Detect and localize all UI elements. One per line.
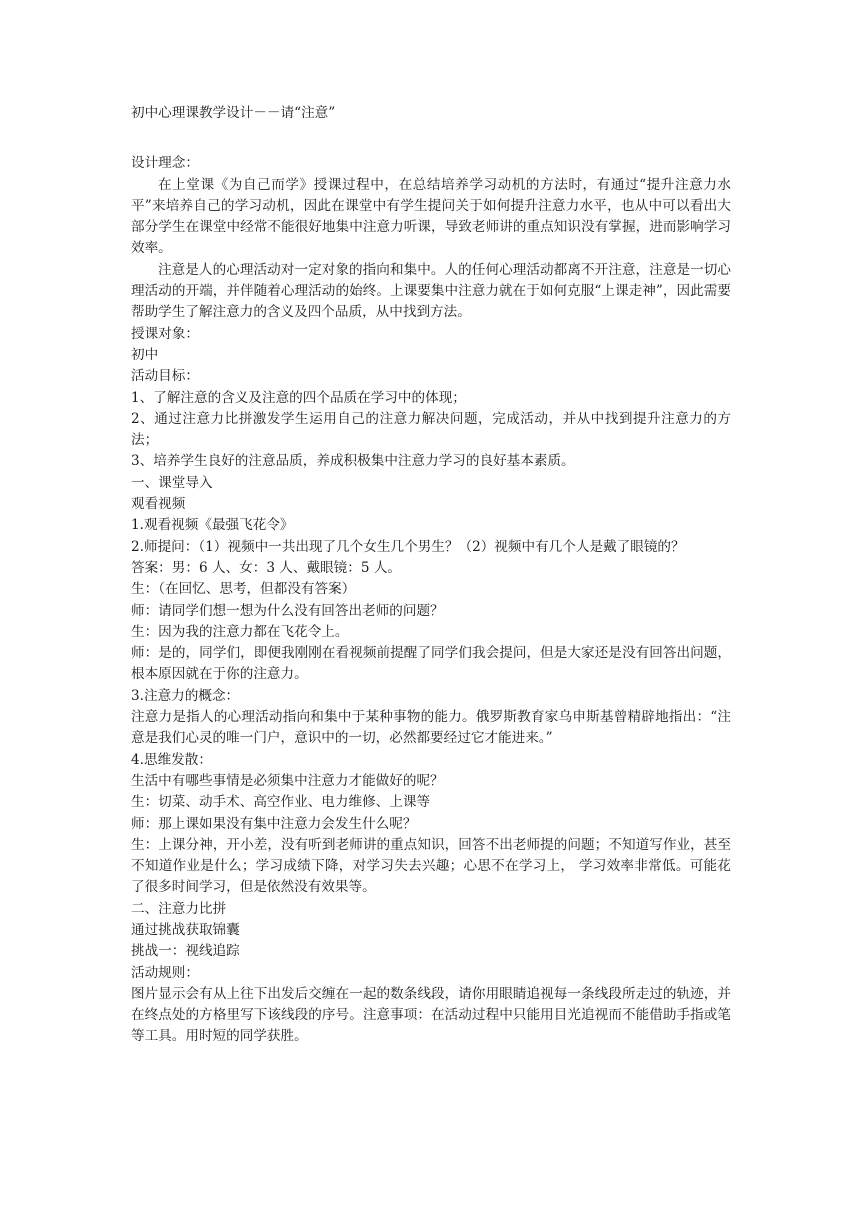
get-tips-label: 通过挑战获取锦囊	[131, 921, 240, 938]
rules-paragraph: 图片显示会有从上往下出发后交缠在一起的数条线段，请你用眼睛追视每一条线段所走过的轨迹，并在终点处的方格里写下该线段的序号。注意事项：在活动过程中只能用目光追视而不能借助手指或笔等工具。用时短的同学获胜。	[131, 985, 731, 1045]
dialogue-student: 生：上课分神，开小差，没有听到老师讲的重点知识，回答不出老师提的问题；不知道写作业，甚至不知道作业是什么；学习成绩下降，对学习失去兴趣；心思不在学习上， 学习效率非常低。可能花了很多时间学习，但是依然没有效果等。	[131, 836, 731, 896]
challenge-1-title: 挑战一：视线追踪	[131, 943, 240, 960]
section-heading-contest: 二、注意力比拼	[131, 900, 227, 917]
step-3: 3.注意力的概念：	[131, 687, 240, 704]
dialogue-teacher: 师：是的，同学们，即便我刚刚在看视频前提醒了同学们我会提问，但是大家还是没有回答出问题，根本原因就在于你的注意力。	[131, 645, 731, 683]
audience-heading: 授课对象：	[131, 325, 199, 342]
goal-item: 3、培养学生良好的注意品质，养成积极集中注意力学习的良好基本素质。	[131, 453, 575, 470]
section-heading-intro: 一、课堂导入	[131, 474, 213, 491]
dialogue-teacher: 师：那上课如果没有集中注意力会发生什么呢？	[131, 815, 417, 832]
audience-value: 初中	[131, 346, 159, 363]
rules-heading: 活动规则：	[131, 964, 199, 981]
dialogue-student: 生：切菜、动手术、高空作业、电力维修、上课等	[131, 794, 431, 811]
watch-video-label: 观看视频	[131, 496, 186, 513]
step-1: 1.观看视频《最强飞花令》	[131, 517, 294, 534]
spacer	[131, 124, 731, 153]
dialogue-student: 生：（在回忆、思考，但都没有答案）	[131, 581, 356, 598]
dialogue-student: 生：因为我的注意力都在飞花令上。	[131, 623, 349, 640]
goal-item: 2、通过注意力比拼激发学生运用自己的注意力解决问题，完成活动，并从中找到提升注意力的方法；	[131, 410, 731, 449]
answer-line: 答案：男：6 人、女：3 人、戴眼镜：5 人。	[131, 559, 402, 576]
document-body	[131, 103, 731, 1048]
goals-heading: 活动目标：	[131, 368, 199, 385]
design-concept-paragraph-1: 在上堂课《为自己而学》授课过程中，在总结培养学习动机的方法时，有通过“提升注意力水平”来培养自己的学习动机，因此在课堂中有学生提问关于如何提升注意力水平，也从中可以看出大部分学生在课堂中经常不能很好地集中注意力听课，导致老师讲的重点知识没有掌握，进而影响学习效率。	[131, 176, 731, 257]
step-2: 2.师提问：（1）视频中一共出现了几个女生几个男生？（2）视频中有几个人是戴了眼镜的？	[131, 538, 685, 555]
divergent-question: 生活中有哪些事情是必须集中注意力才能做好的呢？	[131, 772, 444, 789]
document-title: 初中心理课教学设计－－请“注意”	[131, 105, 336, 121]
step-4: 4.思维发散：	[131, 751, 212, 768]
concept-paragraph: 注意力是指人的心理活动指向和集中于某种事物的能力。俄罗斯教育家乌申斯基曾精辟地指出：“注意是我们心灵的唯一门户，意识中的一切，必然都要经过它才能进来。”	[131, 709, 731, 747]
dialogue-teacher: 师：请同学们想一想为什么没有回答出老师的问题？	[131, 602, 444, 619]
goal-item: 1、了解注意的含义及注意的四个品质在学习中的体现；	[131, 389, 466, 406]
design-concept-paragraph-2: 注意是人的心理活动对一定对象的指向和集中。人的任何心理活动都离不开注意，注意是一切心理活动的开端，并伴随着心理活动的始终。上课要集中注意力就在于如何克服“上课走神”，因此需要帮助学生了解注意力的含义及四个品质，从中找到方法。	[131, 261, 731, 321]
design-concept-heading: 设计理念：	[131, 155, 199, 172]
